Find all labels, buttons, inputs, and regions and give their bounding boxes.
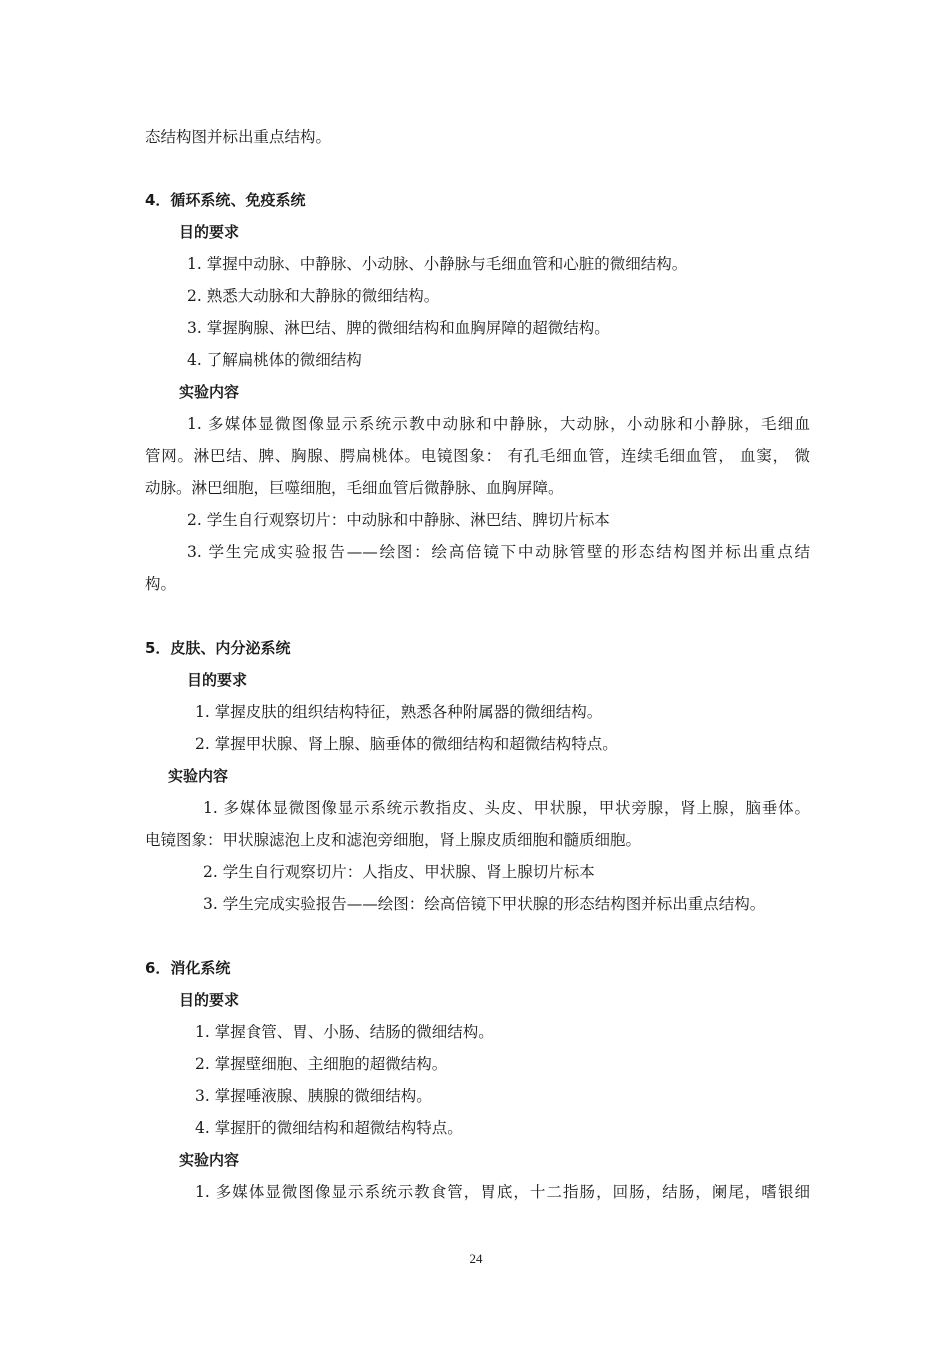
- content-label: 实验内容: [168, 767, 229, 785]
- goal-label: 目的要求: [179, 991, 240, 1009]
- content-label: 实验内容: [179, 383, 240, 401]
- goal-item: 4. 掌握肝的微细结构和超微结构特点。: [195, 1119, 463, 1137]
- content-item: 电镜图象：甲状腺滤泡上皮和滤泡旁细胞，肾上腺皮质细胞和髓质细胞。: [145, 831, 642, 849]
- goal-item: 1. 掌握中动脉、中静脉、小动脉、小静脉与毛细血管和心脏的微细结构。: [187, 255, 688, 273]
- content-item: 2. 学生自行观察切片：人指皮、甲状腺、肾上腺切片标本: [203, 863, 595, 881]
- content-label: 实验内容: [179, 1151, 240, 1169]
- section-heading: 4．循环系统、免疫系统: [145, 191, 306, 209]
- page-number: 24: [469, 1251, 483, 1266]
- goal-item: 2. 熟悉大动脉和大静脉的微细结构。: [187, 287, 440, 305]
- goal-label: 目的要求: [187, 671, 248, 689]
- goal-item: 2. 掌握甲状腺、肾上腺、脑垂体的微细结构和超微结构特点。: [195, 735, 618, 753]
- goal-item: 2. 掌握壁细胞、主细胞的超微结构。: [195, 1055, 448, 1073]
- goal-label: 目的要求: [179, 223, 240, 241]
- goal-item: 1. 掌握皮肤的组织结构特征，熟悉各种附属器的微细结构。: [195, 703, 603, 721]
- goal-item: 1. 掌握食管、胃、小肠、结肠的微细结构。: [195, 1023, 494, 1041]
- goal-item: 3. 掌握唾液腺、胰腺的微细结构。: [195, 1087, 432, 1105]
- goal-item: 3. 掌握胸腺、淋巴结、脾的微细结构和血胸屏障的超微结构。: [187, 319, 610, 337]
- content-item: 1. 多媒体显微图像显示系统示教食管，胃底，十二指肠，回肠，结肠，阑尾，嗜银细: [195, 1183, 810, 1201]
- section-heading: 5．皮肤、内分泌系统: [145, 639, 291, 657]
- content-item: 管网。淋巴结、脾、胸腺、腭扁桃体。电镜图象： 有孔毛细血管，连续毛细血管， 血窦， 微: [145, 447, 810, 465]
- section-heading: 6．消化系统: [145, 959, 231, 977]
- content-item: 动脉。淋巴细胞，巨噬细胞，毛细血管后微静脉、血胸屏障。: [145, 479, 564, 497]
- content-item: 3. 学生完成实验报告——绘图：绘高倍镜下甲状腺的形态结构图并标出重点结构。: [203, 895, 766, 913]
- content-item: 构。: [145, 575, 177, 593]
- content-item: 3. 学生完成实验报告——绘图：绘高倍镜下中动脉管壁的形态结构图并标出重点结: [187, 543, 810, 561]
- content-item: 2. 学生自行观察切片：中动脉和中静脉、淋巴结、脾切片标本: [187, 511, 610, 529]
- content-item: 1. 多媒体显微图像显示系统示教指皮、头皮、甲状腺，甲状旁腺，肾上腺，脑垂体。: [203, 799, 810, 817]
- content-item: 1. 多媒体显微图像显示系统示教中动脉和中静脉，大动脉，小动脉和小静脉，毛细血: [187, 415, 810, 433]
- intro-tail: 态结构图并标出重点结构。: [145, 128, 332, 146]
- goal-item: 4. 了解扁桃体的微细结构: [187, 351, 362, 369]
